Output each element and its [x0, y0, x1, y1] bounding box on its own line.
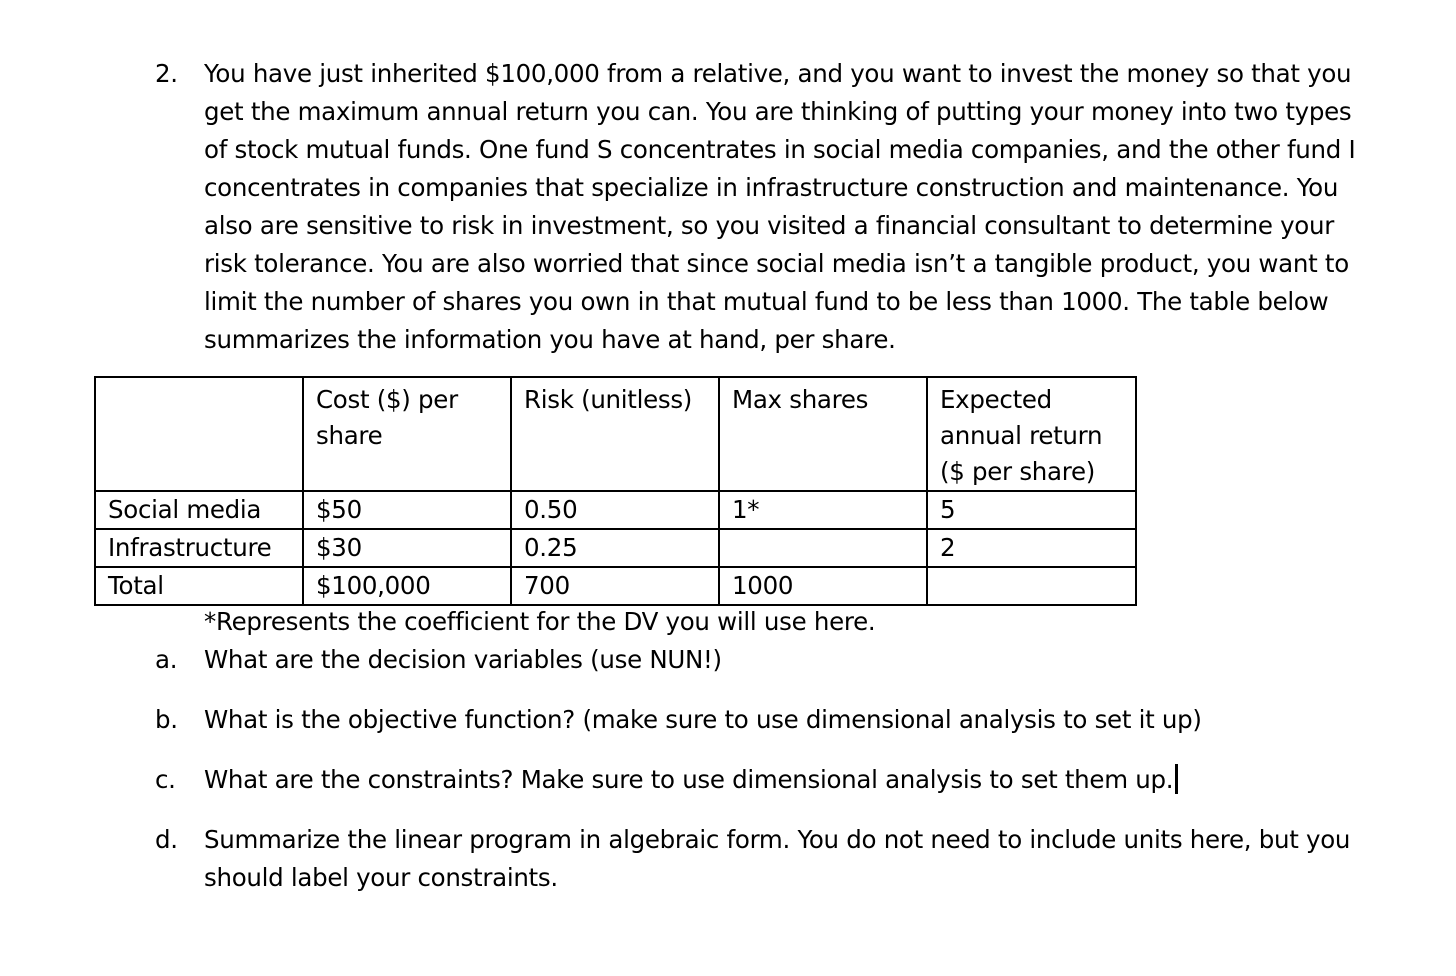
table-header-row — [95, 377, 1136, 491]
fund-info-table — [94, 376, 1137, 606]
table-cell: 2 — [927, 529, 1136, 567]
subquestion-text — [204, 821, 1350, 897]
subquestion-d — [155, 821, 1350, 897]
table-row-infrastructure — [95, 529, 1136, 567]
table-cell: $30 — [303, 529, 511, 567]
table-cell — [927, 567, 1136, 605]
subquestion-b — [155, 701, 1202, 739]
problem-line: summarizes the information you have at hand, per share. — [204, 325, 896, 354]
subquestion-a — [155, 641, 722, 679]
table-cell: 0.25 — [511, 529, 719, 567]
table-cell: 1* — [719, 491, 927, 529]
subquestion-text: What is the objective function? (make sure to use dimensional analysis to set it up) — [204, 705, 1202, 734]
table-cell: Social media — [95, 491, 303, 529]
subquestion-label: a. — [155, 645, 178, 674]
subquestion-text: What are the decision variables (use NUN!) — [204, 645, 722, 674]
problem-statement — [204, 55, 1364, 359]
subquestion-label: b. — [155, 705, 178, 734]
problem-line: limit the number of shares you own in that mutual fund to be less than 1000. The table below — [204, 287, 1329, 316]
subquestion-label: c. — [155, 765, 176, 794]
table-footnote: *Represents the coefficient for the DV you will use here. — [204, 607, 876, 636]
table-cell: 0.50 — [511, 491, 719, 529]
header-cell-empty — [95, 377, 303, 491]
problem-line: also are sensitive to risk in investment, so you visited a financial consultant to determine your — [204, 211, 1334, 240]
text-cursor — [1175, 764, 1178, 794]
subquestion-line: should label your constraints. — [204, 863, 558, 892]
header-cost: Cost ($) per share — [303, 377, 511, 491]
problem-line: risk tolerance. You are also worried that since social media isn’t a tangible product, you want to — [204, 249, 1349, 278]
subquestion-line: Summarize the linear program in algebraic form. You do not need to include units here, but you — [204, 825, 1351, 854]
header-max-shares: Max shares — [719, 377, 927, 491]
problem-line: of stock mutual funds. One fund S concentrates in social media companies, and the other fund I — [204, 135, 1356, 164]
table-cell: $50 — [303, 491, 511, 529]
subquestion-c — [155, 761, 1178, 799]
table-cell: 1000 — [719, 567, 927, 605]
question-number: 2. — [155, 59, 178, 88]
table-cell: $100,000 — [303, 567, 511, 605]
problem-line: get the maximum annual return you can. You are thinking of putting your money into two types — [204, 97, 1352, 126]
header-risk: Risk (unitless) — [511, 377, 719, 491]
table-cell — [719, 529, 927, 567]
table-cell: 700 — [511, 567, 719, 605]
problem-line: You have just inherited $100,000 from a relative, and you want to invest the money so that you — [204, 59, 1352, 88]
table-cell: 5 — [927, 491, 1136, 529]
table-row-social-media — [95, 491, 1136, 529]
table-cell: Infrastructure — [95, 529, 303, 567]
table-row-total — [95, 567, 1136, 605]
problem-line: concentrates in companies that specialize in infrastructure construction and maintenance. You — [204, 173, 1339, 202]
subquestion-label: d. — [155, 825, 178, 854]
header-expected-return: Expected annual return ($ per share) — [927, 377, 1136, 491]
table-cell: Total — [95, 567, 303, 605]
subquestion-text: What are the constraints? Make sure to use dimensional analysis to set them up. — [204, 765, 1174, 794]
